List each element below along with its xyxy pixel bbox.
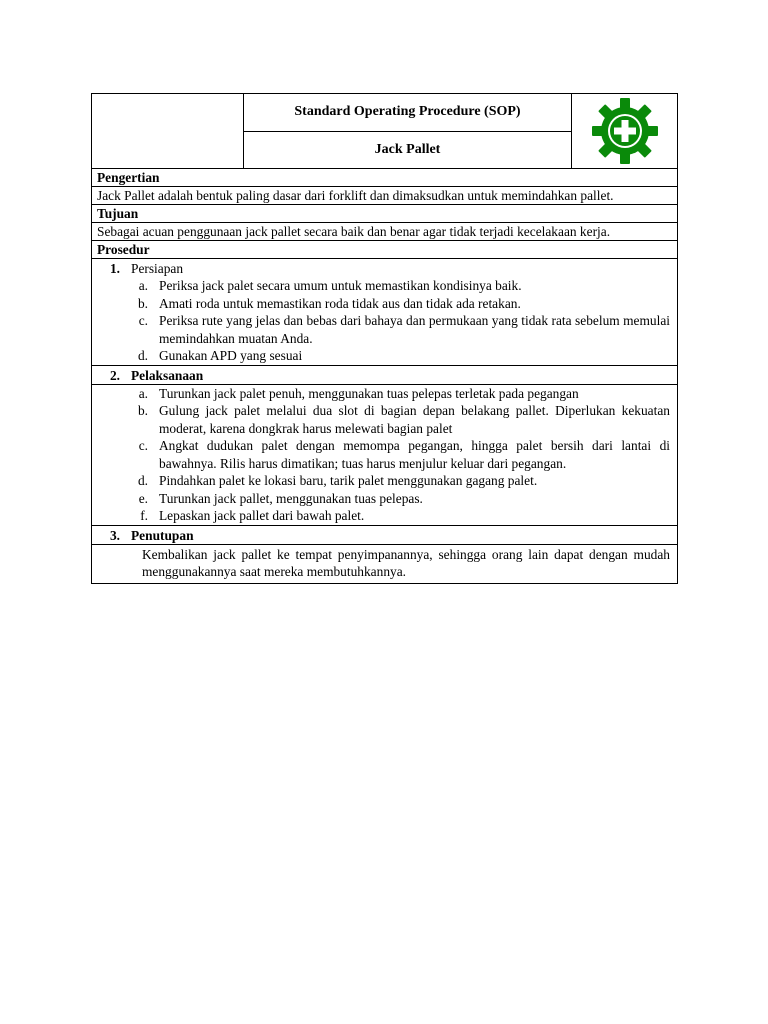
sop-title: Standard Operating Procedure (SOP)	[244, 94, 571, 132]
list-item	[92, 347, 677, 365]
list-item	[92, 385, 677, 403]
list-text: Gulung jack palet melalui dua slot di bagian depan belakang pallet. Diperlukan kekuatan moderat, karena dongkrak harus melewati bagian palet	[159, 403, 670, 436]
list-letter: c.	[138, 313, 148, 328]
list-item	[92, 277, 677, 295]
list-letter: a.	[138, 385, 148, 401]
header-blank-cell	[92, 94, 244, 168]
pelaksanaan-list	[92, 385, 677, 525]
list-item	[92, 402, 677, 437]
list-item	[92, 507, 677, 525]
pelaksanaan-title: Pelaksanaan	[131, 367, 204, 383]
list-item	[92, 472, 677, 490]
list-text: Pindahkan palet ke lokasi baru, tarik palet menggunakan gagang palet.	[159, 473, 538, 488]
tujuan-text: Sebagai acuan penggunaan jack pallet secara baik dan benar agar tidak terjadi kecelakaan kerja.	[92, 223, 677, 241]
pelaksanaan-number: 2.	[109, 367, 120, 383]
sop-document	[91, 93, 678, 584]
penutupan-title: Penutupan	[131, 527, 194, 543]
header-logo-cell	[572, 94, 677, 168]
penutupan-text: Kembalikan jack pallet ke tempat penyimpanannya, sehingga orang lain dapat dengan mudah menggunakannya saat mereka membutuhkannya.	[142, 546, 670, 579]
list-letter: e.	[138, 490, 148, 506]
persiapan-header	[92, 259, 677, 277]
list-item	[92, 312, 677, 347]
persiapan-list	[92, 277, 677, 365]
penutupan-header	[92, 526, 677, 545]
penutupan-number: 3.	[109, 527, 120, 543]
list-text: Amati roda untuk memastikan roda tidak aus dan tidak ada retakan.	[159, 295, 521, 311]
pengertian-heading: Pengertian	[92, 169, 677, 187]
list-text: Lepaskan jack pallet dari bawah palet.	[159, 508, 365, 523]
pelaksanaan-section	[92, 385, 677, 526]
list-text: Periksa jack palet secara umum untuk memastikan kondisinya baik.	[159, 278, 522, 293]
list-item	[92, 437, 677, 472]
persiapan-number: 1.	[109, 261, 120, 276]
list-letter: b.	[137, 403, 148, 418]
list-letter: f.	[140, 508, 148, 523]
list-text: Angkat dudukan palet dengan memompa pegangan, hingga palet bersih dari lantai di bawahnya. Rilis harus dimatikan; tuas harus menjulur keluar dari pegangan.	[159, 438, 670, 471]
list-text: Periksa rute yang jelas dan bebas dari bahaya dan permukaan yang tidak rata sebelum memulai memindahkan muatan Anda.	[159, 313, 670, 346]
persiapan-title: Persiapan	[131, 261, 184, 276]
persiapan-section	[92, 259, 677, 366]
sop-header	[92, 94, 677, 169]
list-letter: c.	[138, 438, 148, 453]
prosedur-heading: Prosedur	[92, 241, 677, 259]
k3-safety-gear-logo-icon	[591, 97, 659, 165]
pelaksanaan-header	[92, 366, 677, 385]
list-item	[92, 490, 677, 508]
tujuan-heading: Tujuan	[92, 205, 677, 223]
list-letter: d.	[137, 348, 148, 363]
pengertian-text: Jack Pallet adalah bentuk paling dasar dari forklift dan dimaksudkan untuk memindahkan pallet.	[92, 187, 677, 205]
sop-subtitle: Jack Pallet	[374, 141, 441, 157]
list-text: Turunkan jack palet penuh, menggunakan tuas pelepas terletak pada pegangan	[159, 385, 579, 401]
header-title-cell	[244, 94, 572, 168]
list-text: Turunkan jack pallet, menggunakan tuas pelepas.	[159, 490, 423, 506]
list-item	[92, 295, 677, 313]
list-letter: d.	[137, 473, 148, 488]
list-text: Gunakan APD yang sesuai	[159, 348, 303, 363]
penutupan-section	[92, 545, 677, 583]
list-letter: b.	[137, 295, 148, 311]
list-letter: a.	[138, 278, 148, 293]
